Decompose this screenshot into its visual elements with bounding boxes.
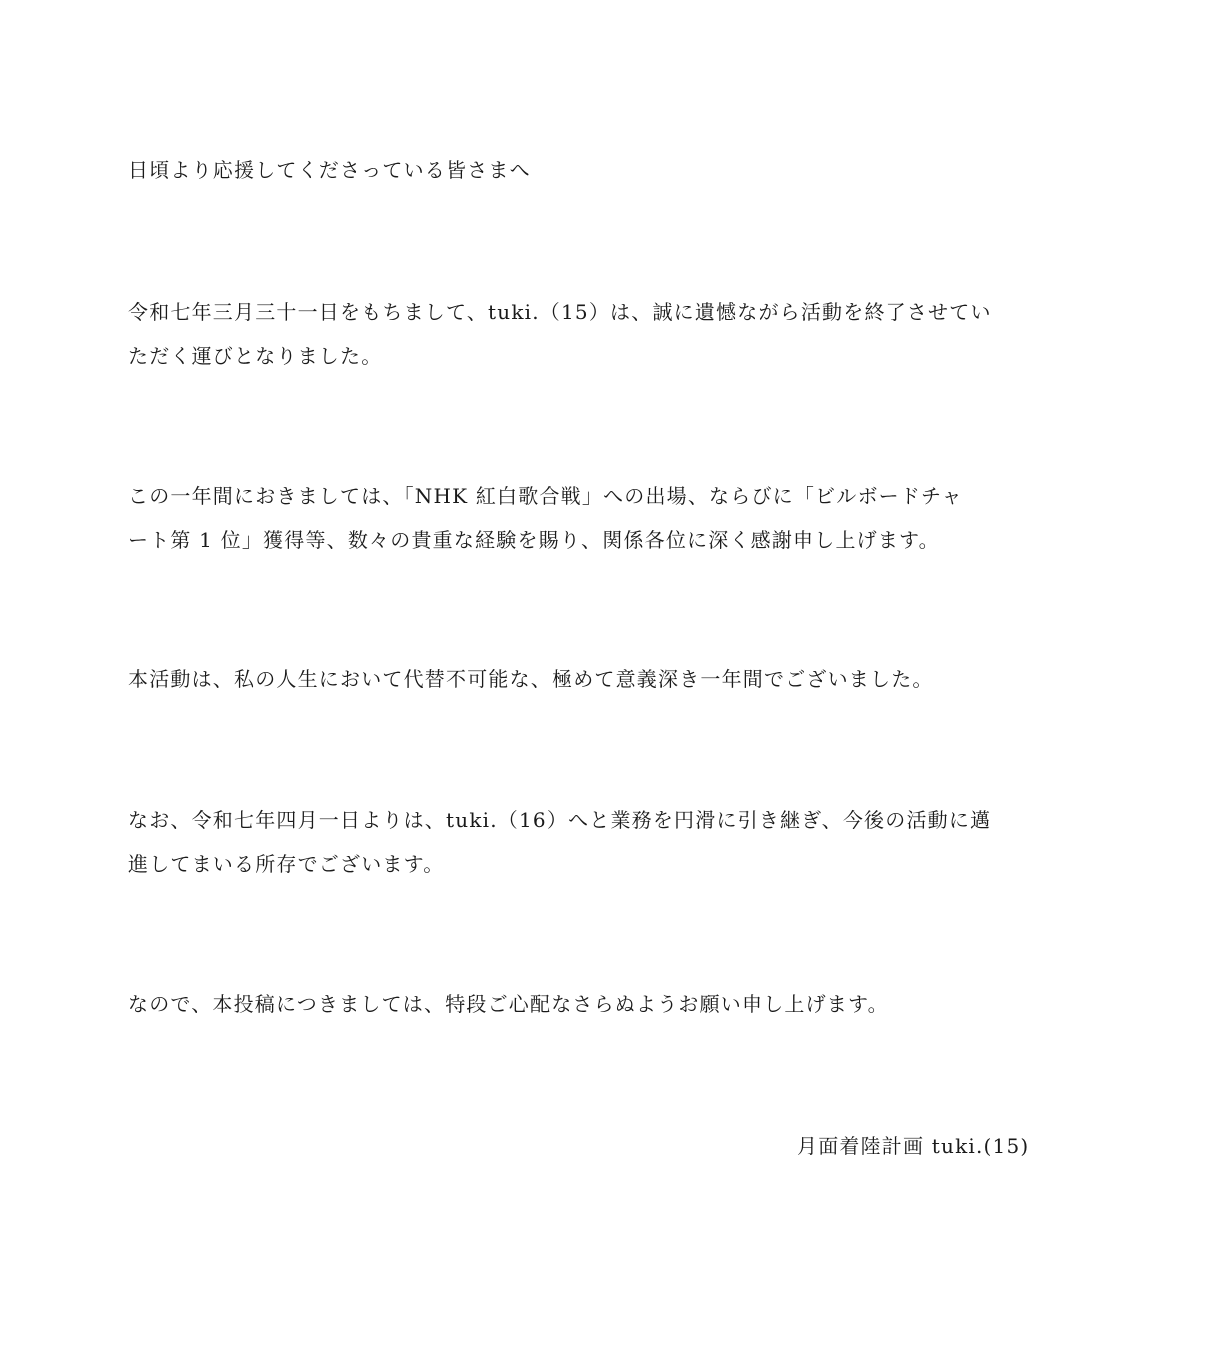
paragraph-line: 進してまいる所存でございます。 xyxy=(128,852,445,876)
paragraph-closing xyxy=(128,982,1078,1026)
paragraph-line: なので、本投稿につきましては、特段ご心配なさらぬようお願い申し上げます。 xyxy=(128,992,889,1016)
paragraph-line: 令和七年三月三十一日をもちまして、tuki.（15）は、誠に遺憾ながら活動を終了させてい xyxy=(128,300,992,324)
paragraph-line: なお、令和七年四月一日よりは、tuki.（16）へと業務を円滑に引き継ぎ、今後の活動に邁 xyxy=(128,808,992,832)
salutation xyxy=(128,148,1078,192)
signature: 月面着陸計画 tuki.(15) xyxy=(797,1134,1030,1158)
paragraph-line: ただく運びとなりました。 xyxy=(128,344,383,368)
paragraph-reflection xyxy=(128,657,1078,701)
salutation-text: 日頃より応援してくださっている皆さまへ xyxy=(128,158,531,182)
paragraph-line: ート第 1 位」獲得等、数々の貴重な経験を賜り、関係各位に深く感謝申し上げます。 xyxy=(128,528,940,552)
paragraph-handover xyxy=(128,798,1078,886)
paragraph-line: 本活動は、私の人生において代替不可能な、極めて意義深き一年間でございました。 xyxy=(128,667,934,691)
paragraph-announcement xyxy=(128,290,1078,378)
paragraph-line: この一年間におきましては、「NHK 紅白歌合戦」への出場、ならびに「ビルボードチャ xyxy=(128,484,963,508)
paragraph-achievements xyxy=(128,474,1078,562)
